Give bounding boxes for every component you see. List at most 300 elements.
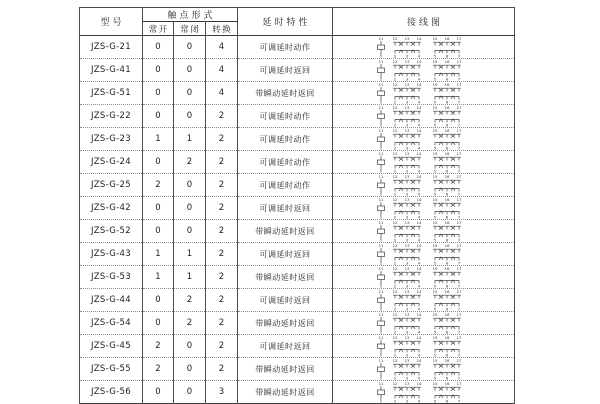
terminal-label-bottom: 7 xyxy=(457,237,460,242)
wiring-diagram xyxy=(374,105,474,127)
terminal-label-bottom: 6 xyxy=(445,168,448,173)
wiring-diagram-cell xyxy=(333,243,515,266)
wiring-diagram-wrap xyxy=(333,105,514,127)
terminal-label-top: 13 xyxy=(404,266,409,272)
wiring-diagram-wrap xyxy=(333,243,514,265)
cell-delay-characteristic: 可调延时动作 xyxy=(238,128,333,151)
terminal-label-top: 15 xyxy=(432,36,437,42)
cell-normally-closed: 1 xyxy=(174,128,206,151)
terminal-label-bottom: 3 xyxy=(405,53,408,58)
wiring-diagram xyxy=(374,289,474,311)
terminal-label-bottom: 3 xyxy=(405,99,408,104)
cell-model: JZS-G-51 xyxy=(80,82,143,105)
cell-normally-open: 1 xyxy=(143,128,174,151)
terminal-label-bottom: 7 xyxy=(457,145,460,150)
terminal-label-top: 12 xyxy=(392,243,397,249)
table-row xyxy=(80,243,515,266)
terminal-label-bottom: 5 xyxy=(433,375,436,380)
terminal-label-bottom: 1 xyxy=(379,168,382,173)
terminal-label-bottom: 7 xyxy=(457,283,460,288)
terminal-label-top: 17 xyxy=(456,358,461,364)
table-row xyxy=(80,36,515,59)
terminal-label-top: 17 xyxy=(456,36,461,42)
cell-delay-characteristic: 可调延时动作 xyxy=(238,36,333,59)
cell-normally-closed: 0 xyxy=(174,36,206,59)
cell-changeover: 2 xyxy=(206,128,238,151)
terminal-label-top: 14 xyxy=(416,220,421,226)
cell-normally-open: 0 xyxy=(143,82,174,105)
terminal-label-bottom: 2 xyxy=(393,214,396,219)
terminal-label-top: 12 xyxy=(392,82,397,88)
wiring-diagram xyxy=(374,243,474,265)
terminal-label-bottom: 7 xyxy=(457,122,460,127)
terminal-label-top: 11 xyxy=(378,151,383,157)
terminal-label-bottom: 2 xyxy=(393,352,396,357)
terminal-label-bottom: 6 xyxy=(445,398,448,403)
cell-normally-closed: 2 xyxy=(174,151,206,174)
terminal-label-bottom: 3 xyxy=(405,260,408,265)
wiring-diagram xyxy=(374,266,474,288)
terminal-label-top: 11 xyxy=(378,358,383,364)
cell-normally-closed: 2 xyxy=(174,312,206,335)
terminal-label-top: 14 xyxy=(416,197,421,203)
terminal-label-bottom: 1 xyxy=(379,76,382,81)
wiring-diagram-cell xyxy=(333,312,515,335)
wiring-diagram xyxy=(374,197,474,219)
wiring-diagram-cell xyxy=(333,289,515,312)
table-body xyxy=(80,36,515,404)
terminal-label-top: 12 xyxy=(392,358,397,364)
wiring-diagram-wrap xyxy=(333,151,514,173)
cell-normally-open: 1 xyxy=(143,243,174,266)
terminal-label-top: 16 xyxy=(444,358,449,364)
wiring-diagram-wrap xyxy=(333,128,514,150)
terminal-label-bottom: 5 xyxy=(433,99,436,104)
terminal-label-top: 11 xyxy=(378,105,383,111)
terminal-label-bottom: 5 xyxy=(433,329,436,334)
cell-delay-characteristic: 带瞬动延时返回 xyxy=(238,220,333,243)
terminal-label-bottom: 1 xyxy=(379,145,382,150)
terminal-label-bottom: 7 xyxy=(457,99,460,104)
cell-normally-closed: 0 xyxy=(174,197,206,220)
wiring-diagram-cell xyxy=(333,266,515,289)
terminal-label-bottom: 1 xyxy=(379,122,382,127)
table-header xyxy=(80,8,515,36)
terminal-label-bottom: 6 xyxy=(445,99,448,104)
terminal-label-top: 14 xyxy=(416,36,421,42)
terminal-label-top: 16 xyxy=(444,220,449,226)
terminal-label-top: 14 xyxy=(416,243,421,249)
terminal-label-bottom: 3 xyxy=(405,122,408,127)
cell-normally-open: 0 xyxy=(143,289,174,312)
terminal-label-top: 17 xyxy=(456,243,461,249)
terminal-label-top: 14 xyxy=(416,289,421,295)
cell-normally-closed: 0 xyxy=(174,381,206,404)
terminal-label-top: 11 xyxy=(378,128,383,134)
cell-normally-open: 2 xyxy=(143,358,174,381)
terminal-label-top: 16 xyxy=(444,151,449,157)
terminal-label-top: 11 xyxy=(378,243,383,249)
cell-changeover: 2 xyxy=(206,197,238,220)
terminal-label-top: 17 xyxy=(456,220,461,226)
terminal-label-top: 13 xyxy=(404,243,409,249)
cell-normally-open: 0 xyxy=(143,381,174,404)
terminal-label-bottom: 4 xyxy=(417,145,420,150)
terminal-label-bottom: 1 xyxy=(379,214,382,219)
terminal-label-top: 16 xyxy=(444,289,449,295)
wiring-diagram-cell xyxy=(333,36,515,59)
terminal-label-bottom: 3 xyxy=(405,168,408,173)
terminal-label-top: 12 xyxy=(392,381,397,387)
terminal-label-bottom: 3 xyxy=(405,145,408,150)
terminal-label-bottom: 4 xyxy=(417,53,420,58)
cell-normally-open: 2 xyxy=(143,335,174,358)
cell-model: JZS-G-21 xyxy=(80,36,143,59)
cell-changeover: 2 xyxy=(206,289,238,312)
header-delay: 延时特性 xyxy=(238,8,333,36)
terminal-label-top: 12 xyxy=(392,105,397,111)
terminal-label-top: 11 xyxy=(378,335,383,341)
cell-normally-closed: 1 xyxy=(174,266,206,289)
wiring-diagram-wrap xyxy=(333,220,514,242)
terminal-label-bottom: 7 xyxy=(457,76,460,81)
terminal-label-bottom: 4 xyxy=(417,306,420,311)
cell-normally-closed: 0 xyxy=(174,59,206,82)
terminal-label-bottom: 7 xyxy=(457,168,460,173)
terminal-label-bottom: 5 xyxy=(433,76,436,81)
terminal-label-bottom: 7 xyxy=(457,191,460,196)
cell-normally-closed: 0 xyxy=(174,220,206,243)
table-row xyxy=(80,220,515,243)
terminal-label-bottom: 7 xyxy=(457,306,460,311)
cell-model: JZS-G-52 xyxy=(80,220,143,243)
wiring-diagram-cell xyxy=(333,128,515,151)
terminal-label-top: 13 xyxy=(404,82,409,88)
cell-model: JZS-G-23 xyxy=(80,128,143,151)
terminal-label-bottom: 1 xyxy=(379,375,382,380)
terminal-label-top: 16 xyxy=(444,174,449,180)
terminal-label-top: 14 xyxy=(416,312,421,318)
terminal-label-top: 12 xyxy=(392,128,397,134)
terminal-label-top: 11 xyxy=(378,289,383,295)
terminal-label-bottom: 3 xyxy=(405,214,408,219)
terminal-label-top: 11 xyxy=(378,82,383,88)
terminal-label-bottom: 7 xyxy=(457,375,460,380)
terminal-label-top: 15 xyxy=(432,335,437,341)
terminal-label-top: 15 xyxy=(432,266,437,272)
terminal-label-bottom: 5 xyxy=(433,168,436,173)
terminal-label-bottom: 4 xyxy=(417,168,420,173)
terminal-label-top: 13 xyxy=(404,36,409,42)
terminal-label-top: 14 xyxy=(416,128,421,134)
terminal-label-top: 15 xyxy=(432,197,437,203)
terminal-label-top: 11 xyxy=(378,36,383,42)
wiring-diagram-wrap xyxy=(333,289,514,311)
terminal-label-top: 14 xyxy=(416,358,421,364)
terminal-label-top: 13 xyxy=(404,220,409,226)
cell-normally-closed: 0 xyxy=(174,358,206,381)
wiring-diagram xyxy=(374,358,474,380)
terminal-label-top: 17 xyxy=(456,151,461,157)
terminal-label-bottom: 2 xyxy=(393,237,396,242)
terminal-label-top: 17 xyxy=(456,59,461,65)
terminal-label-top: 12 xyxy=(392,335,397,341)
terminal-label-top: 13 xyxy=(404,105,409,111)
terminal-label-top: 13 xyxy=(404,335,409,341)
terminal-label-bottom: 7 xyxy=(457,260,460,265)
terminal-label-bottom: 2 xyxy=(393,53,396,58)
terminal-label-top: 16 xyxy=(444,36,449,42)
terminal-label-bottom: 6 xyxy=(445,375,448,380)
cell-changeover: 2 xyxy=(206,358,238,381)
cell-normally-open: 0 xyxy=(143,59,174,82)
terminal-label-bottom: 1 xyxy=(379,99,382,104)
wiring-diagram-wrap xyxy=(333,335,514,357)
terminal-label-top: 12 xyxy=(392,289,397,295)
terminal-label-top: 11 xyxy=(378,59,383,65)
header-wiring: 接线图 xyxy=(333,8,515,36)
table-row xyxy=(80,151,515,174)
cell-normally-closed: 0 xyxy=(174,105,206,128)
cell-changeover: 4 xyxy=(206,59,238,82)
terminal-label-bottom: 2 xyxy=(393,191,396,196)
terminal-label-top: 12 xyxy=(392,312,397,318)
cell-delay-characteristic: 可调延时动作 xyxy=(238,174,333,197)
wiring-diagram-wrap xyxy=(333,82,514,104)
terminal-label-bottom: 2 xyxy=(393,260,396,265)
terminal-label-bottom: 6 xyxy=(445,191,448,196)
terminal-label-bottom: 2 xyxy=(393,168,396,173)
cell-normally-open: 0 xyxy=(143,312,174,335)
terminal-label-top: 14 xyxy=(416,151,421,157)
terminal-label-bottom: 4 xyxy=(417,283,420,288)
terminal-label-bottom: 5 xyxy=(433,122,436,127)
terminal-label-bottom: 6 xyxy=(445,283,448,288)
wiring-diagram xyxy=(374,36,474,58)
terminal-label-top: 17 xyxy=(456,174,461,180)
terminal-label-top: 14 xyxy=(416,381,421,387)
cell-delay-characteristic: 带瞬动延时返回 xyxy=(238,266,333,289)
terminal-label-bottom: 2 xyxy=(393,398,396,403)
terminal-label-bottom: 7 xyxy=(457,329,460,334)
cell-normally-open: 0 xyxy=(143,105,174,128)
cell-normally-open: 0 xyxy=(143,36,174,59)
wiring-diagram xyxy=(374,335,474,357)
cell-delay-characteristic: 可调延时返回 xyxy=(238,197,333,220)
terminal-label-bottom: 6 xyxy=(445,306,448,311)
wiring-diagram-cell xyxy=(333,358,515,381)
terminal-label-bottom: 3 xyxy=(405,76,408,81)
table-row xyxy=(80,197,515,220)
terminal-label-top: 16 xyxy=(444,105,449,111)
terminal-label-top: 16 xyxy=(444,312,449,318)
wiring-diagram-cell xyxy=(333,174,515,197)
terminal-label-bottom: 6 xyxy=(445,260,448,265)
terminal-label-bottom: 4 xyxy=(417,214,420,219)
terminal-label-top: 15 xyxy=(432,289,437,295)
terminal-label-top: 12 xyxy=(392,197,397,203)
terminal-label-top: 13 xyxy=(404,128,409,134)
table-row xyxy=(80,335,515,358)
terminal-label-top: 15 xyxy=(432,174,437,180)
terminal-label-top: 13 xyxy=(404,151,409,157)
wiring-diagram-wrap xyxy=(333,197,514,219)
cell-model: JZS-G-25 xyxy=(80,174,143,197)
terminal-label-bottom: 6 xyxy=(445,214,448,219)
terminal-label-top: 15 xyxy=(432,381,437,387)
header-contact-form: 触点形式 xyxy=(143,8,238,22)
terminal-label-top: 14 xyxy=(416,266,421,272)
cell-model: JZS-G-56 xyxy=(80,381,143,404)
cell-normally-closed: 0 xyxy=(174,335,206,358)
cell-delay-characteristic: 可调延时返回 xyxy=(238,59,333,82)
cell-changeover: 2 xyxy=(206,151,238,174)
terminal-label-bottom: 5 xyxy=(433,283,436,288)
terminal-label-top: 17 xyxy=(456,128,461,134)
terminal-label-top: 15 xyxy=(432,358,437,364)
terminal-label-bottom: 6 xyxy=(445,122,448,127)
terminal-label-bottom: 3 xyxy=(405,398,408,403)
terminal-label-top: 12 xyxy=(392,266,397,272)
terminal-label-top: 15 xyxy=(432,105,437,111)
terminal-label-bottom: 1 xyxy=(379,191,382,196)
terminal-label-bottom: 2 xyxy=(393,99,396,104)
cell-normally-open: 0 xyxy=(143,197,174,220)
terminal-label-bottom: 6 xyxy=(445,53,448,58)
cell-normally-open: 0 xyxy=(143,220,174,243)
terminal-label-bottom: 1 xyxy=(379,53,382,58)
cell-changeover: 2 xyxy=(206,174,238,197)
terminal-label-top: 17 xyxy=(456,82,461,88)
terminal-label-top: 16 xyxy=(444,335,449,341)
terminal-label-top: 16 xyxy=(444,197,449,203)
cell-model: JZS-G-43 xyxy=(80,243,143,266)
terminal-label-bottom: 1 xyxy=(379,283,382,288)
terminal-label-bottom: 7 xyxy=(457,398,460,403)
terminal-label-top: 13 xyxy=(404,358,409,364)
terminal-label-top: 15 xyxy=(432,151,437,157)
table-row xyxy=(80,381,515,404)
terminal-label-bottom: 6 xyxy=(445,329,448,334)
spec-table xyxy=(79,7,515,404)
header-normally-open: 常开 xyxy=(143,22,174,36)
terminal-label-bottom: 3 xyxy=(405,375,408,380)
wiring-diagram xyxy=(374,82,474,104)
cell-normally-open: 1 xyxy=(143,266,174,289)
wiring-diagram-cell xyxy=(333,151,515,174)
terminal-label-bottom: 1 xyxy=(379,329,382,334)
terminal-label-top: 13 xyxy=(404,381,409,387)
table-row xyxy=(80,174,515,197)
terminal-label-bottom: 4 xyxy=(417,191,420,196)
wiring-diagram-cell xyxy=(333,220,515,243)
cell-changeover: 2 xyxy=(206,335,238,358)
terminal-label-top: 17 xyxy=(456,381,461,387)
terminal-label-top: 17 xyxy=(456,266,461,272)
cell-delay-characteristic: 带瞬动延时返回 xyxy=(238,82,333,105)
terminal-label-bottom: 5 xyxy=(433,191,436,196)
terminal-label-top: 16 xyxy=(444,266,449,272)
cell-model: JZS-G-54 xyxy=(80,312,143,335)
table-row xyxy=(80,82,515,105)
wiring-diagram-cell xyxy=(333,381,515,404)
cell-delay-characteristic: 可调延时动作 xyxy=(238,151,333,174)
cell-model: JZS-G-45 xyxy=(80,335,143,358)
wiring-diagram xyxy=(374,312,474,334)
cell-model: JZS-G-41 xyxy=(80,59,143,82)
cell-changeover: 4 xyxy=(206,36,238,59)
terminal-label-top: 11 xyxy=(378,220,383,226)
terminal-label-bottom: 7 xyxy=(457,214,460,219)
terminal-label-top: 11 xyxy=(378,197,383,203)
wiring-diagram-wrap xyxy=(333,312,514,334)
cell-normally-closed: 1 xyxy=(174,243,206,266)
wiring-diagram xyxy=(374,59,474,81)
terminal-label-bottom: 2 xyxy=(393,375,396,380)
terminal-label-bottom: 1 xyxy=(379,398,382,403)
terminal-label-top: 16 xyxy=(444,128,449,134)
terminal-label-top: 13 xyxy=(404,289,409,295)
wiring-diagram-wrap xyxy=(333,358,514,380)
table-row xyxy=(80,312,515,335)
terminal-label-top: 13 xyxy=(404,197,409,203)
terminal-label-bottom: 2 xyxy=(393,122,396,127)
terminal-label-bottom: 4 xyxy=(417,375,420,380)
terminal-label-bottom: 2 xyxy=(393,145,396,150)
terminal-label-top: 12 xyxy=(392,36,397,42)
terminal-label-bottom: 3 xyxy=(405,237,408,242)
terminal-label-top: 13 xyxy=(404,312,409,318)
terminal-label-bottom: 5 xyxy=(433,237,436,242)
terminal-label-bottom: 5 xyxy=(433,260,436,265)
terminal-label-top: 14 xyxy=(416,59,421,65)
terminal-label-top: 12 xyxy=(392,59,397,65)
terminal-label-top: 17 xyxy=(456,197,461,203)
wiring-diagram xyxy=(374,151,474,173)
cell-model: JZS-G-22 xyxy=(80,105,143,128)
terminal-label-bottom: 4 xyxy=(417,260,420,265)
terminal-label-top: 14 xyxy=(416,82,421,88)
cell-normally-closed: 2 xyxy=(174,289,206,312)
terminal-label-bottom: 2 xyxy=(393,76,396,81)
terminal-label-bottom: 7 xyxy=(457,352,460,357)
terminal-label-bottom: 5 xyxy=(433,398,436,403)
terminal-label-bottom: 6 xyxy=(445,237,448,242)
cell-delay-characteristic: 可调延时返回 xyxy=(238,289,333,312)
terminal-label-top: 13 xyxy=(404,174,409,180)
terminal-label-bottom: 3 xyxy=(405,283,408,288)
terminal-label-bottom: 4 xyxy=(417,237,420,242)
terminal-label-top: 15 xyxy=(432,128,437,134)
terminal-label-top: 14 xyxy=(416,335,421,341)
terminal-label-top: 11 xyxy=(378,381,383,387)
wiring-diagram-wrap xyxy=(333,59,514,81)
cell-changeover: 2 xyxy=(206,266,238,289)
terminal-label-bottom: 5 xyxy=(433,145,436,150)
terminal-label-bottom: 5 xyxy=(433,214,436,219)
cell-delay-characteristic: 可调延时返回 xyxy=(238,243,333,266)
wiring-diagram xyxy=(374,128,474,150)
cell-model: JZS-G-42 xyxy=(80,197,143,220)
terminal-label-bottom: 6 xyxy=(445,145,448,150)
cell-model: JZS-G-24 xyxy=(80,151,143,174)
terminal-label-top: 16 xyxy=(444,59,449,65)
terminal-label-bottom: 3 xyxy=(405,352,408,357)
terminal-label-top: 16 xyxy=(444,243,449,249)
terminal-label-bottom: 3 xyxy=(405,191,408,196)
terminal-label-bottom: 4 xyxy=(417,76,420,81)
terminal-label-bottom: 7 xyxy=(457,53,460,58)
